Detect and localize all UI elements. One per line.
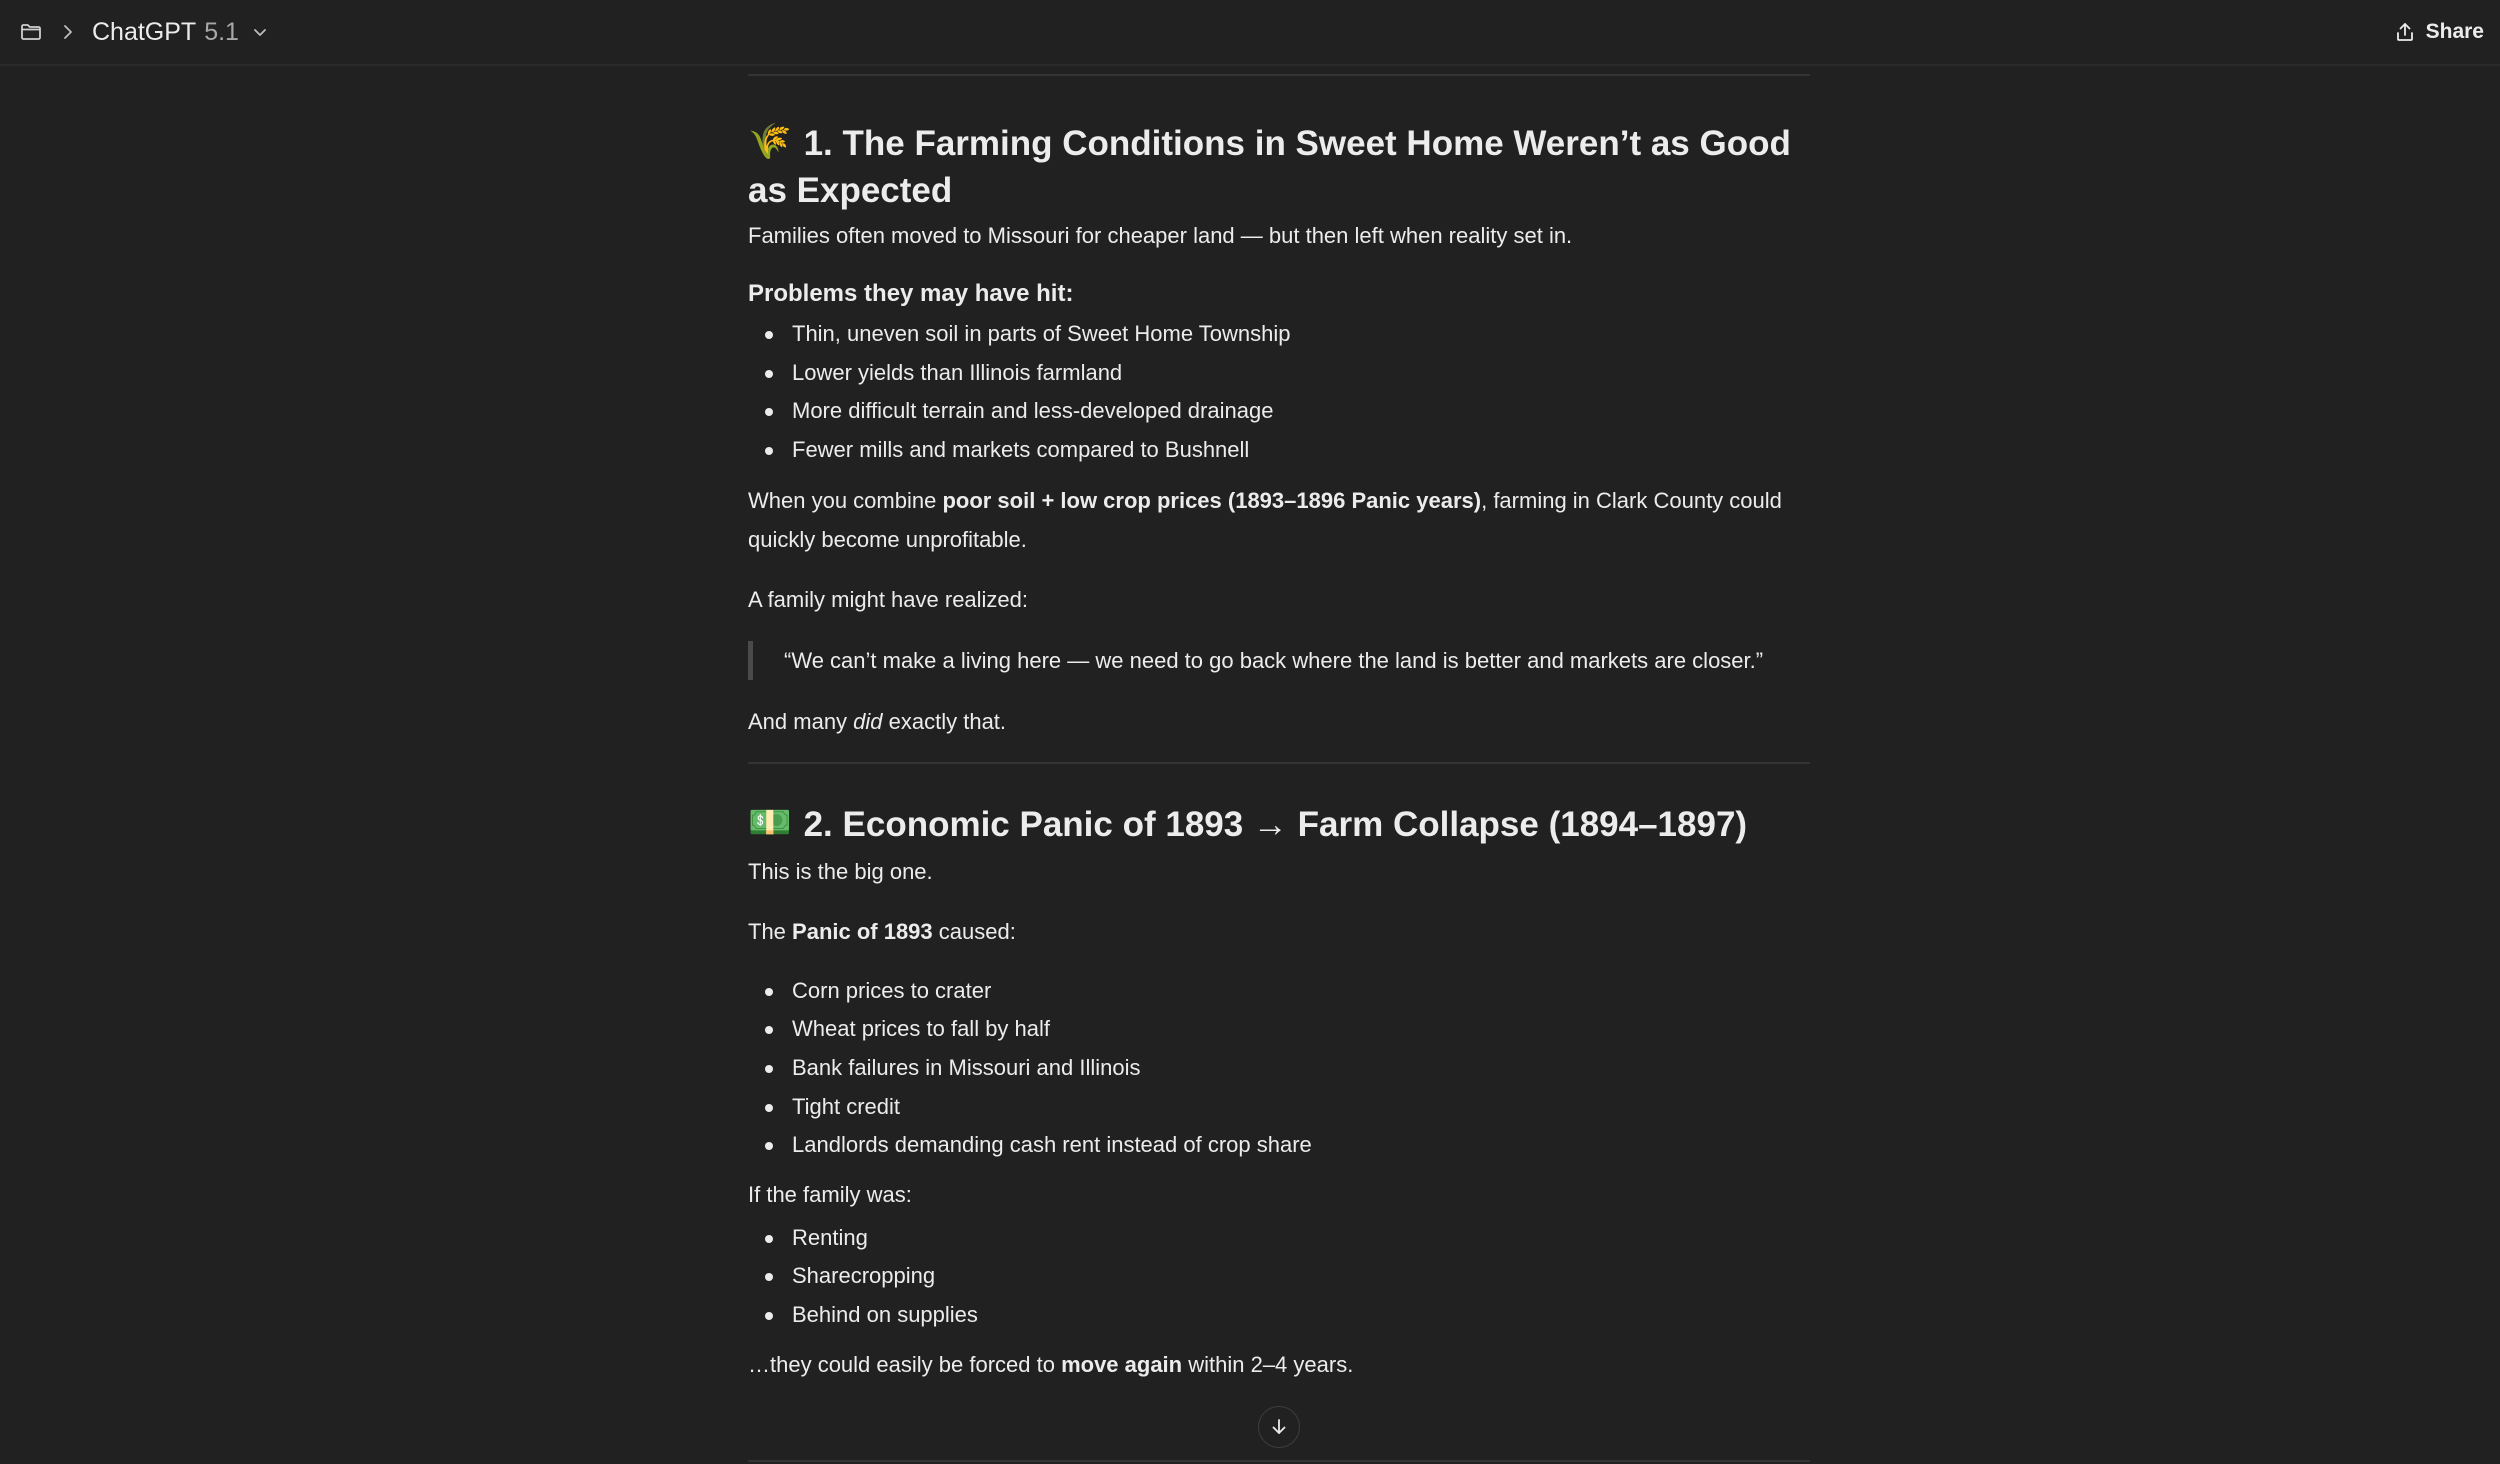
section-divider [748, 1460, 1810, 1462]
breadcrumb-chevron-icon [60, 21, 76, 43]
quote-block [748, 641, 1810, 680]
model-version: 5.1 [204, 17, 239, 46]
causes-list [748, 972, 1810, 1165]
realized-paragraph: A family might have realized: [748, 586, 1029, 612]
share-button[interactable] [2394, 14, 2484, 50]
combine-paragraph: When you combine poor soil + low crop prices (1893–1896 Panic years), farming in Clark County could quickly become unprofitable. [748, 487, 1782, 552]
list-item: Behind on supplies [792, 1296, 1810, 1335]
scroll-to-bottom-button[interactable] [1258, 1406, 1300, 1448]
money-icon: 💵 [748, 802, 792, 842]
model-name: ChatGPT [92, 17, 197, 46]
arrow-down-icon [1269, 1417, 1289, 1437]
model-switcher[interactable] [92, 14, 269, 50]
panic-paragraph: The Panic of 1893 caused: [748, 918, 1016, 944]
emphasis-text: move again [1061, 1351, 1183, 1377]
problems-list [748, 315, 1810, 469]
assistant-message [748, 66, 1810, 1384]
list-item: More difficult terrain and less-developed drainage [792, 392, 1810, 431]
list-item: Sharecropping [792, 1257, 1810, 1296]
list-item: Tight credit [792, 1088, 1810, 1127]
list-item: Thin, uneven soil in parts of Sweet Home Township [792, 315, 1810, 354]
share-icon [2394, 21, 2416, 43]
problems-subheading: Problems they may have hit: [748, 280, 1074, 308]
section-2-heading [748, 802, 1810, 849]
list-item: Corn prices to crater [792, 972, 1810, 1011]
list-item: Wheat prices to fall by half [792, 1010, 1810, 1049]
italic-text: did [853, 708, 883, 734]
forced-paragraph: …they could easily be forced to move again within 2–4 years. [748, 1351, 1354, 1377]
list-item: Lower yields than Illinois farmland [792, 354, 1810, 393]
many-paragraph: And many did exactly that. [748, 708, 1007, 734]
emphasis-text: Panic of 1893 [792, 918, 933, 944]
share-label: Share [2425, 20, 2484, 43]
list-item: Renting [792, 1219, 1810, 1258]
if-family-paragraph: If the family was: [748, 1181, 912, 1207]
folder-icon[interactable] [19, 20, 43, 44]
quote-text: “We can’t make a living here — we need to go back where the land is better and markets are closer.” [784, 647, 1764, 673]
section-2-title: 2. Economic Panic of 1893 → Farm Collapse (1894–1897) [803, 804, 1748, 844]
top-bar [0, 0, 2500, 66]
chevron-down-icon [251, 23, 269, 41]
list-item: Fewer mills and markets compared to Bushnell [792, 431, 1810, 470]
wheat-icon: 🌾 [748, 122, 792, 162]
list-item: Bank failures in Missouri and Illinois [792, 1049, 1810, 1088]
conditions-list [748, 1219, 1810, 1335]
section-1-intro: Families often moved to Missouri for cheaper land — but then left when reality set in. [748, 223, 1573, 249]
emphasis-text: poor soil + low crop prices (1893–1896 Panic years) [942, 487, 1482, 513]
list-item: Landlords demanding cash rent instead of crop share [792, 1126, 1810, 1165]
section-1-heading [748, 121, 1810, 213]
section-1-title: 1. The Farming Conditions in Sweet Home Weren’t as Good as Expected [748, 124, 1791, 211]
section-2-intro: This is the big one. [748, 858, 933, 884]
